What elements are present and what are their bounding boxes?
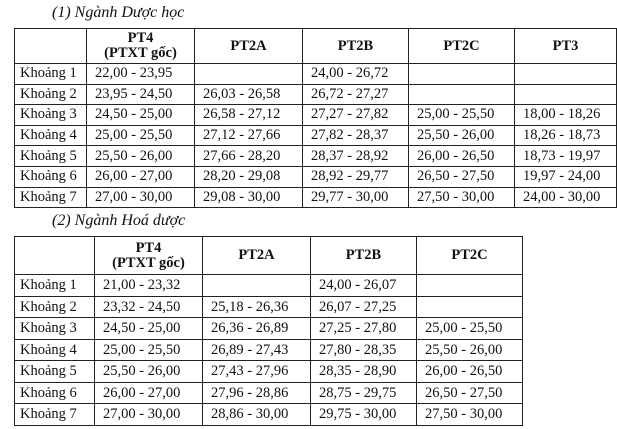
- table-row: [15, 105, 617, 126]
- score-range-cell: 25,00 - 25,50: [417, 318, 523, 340]
- column-header-text: (PTXT gốc): [112, 254, 185, 271]
- table-row: [15, 64, 617, 85]
- score-range-cell: 26,58 - 27,12: [195, 105, 303, 126]
- score-range-cell: 26,50 - 27,50: [409, 166, 515, 187]
- row-label-cell: Khoảng 1: [15, 64, 87, 85]
- score-range-cell: 23,32 - 24,50: [95, 296, 203, 318]
- row-label-cell: Khoảng 6: [15, 166, 87, 187]
- score-range-cell: 28,35 - 28,90: [311, 361, 417, 383]
- score-range-cell: 27,80 - 28,35: [311, 339, 417, 361]
- score-range-cell: 27,96 - 28,86: [203, 382, 311, 404]
- table-row: [15, 125, 617, 146]
- score-range-cell: 25,00 - 25,50: [409, 105, 515, 126]
- row-label-cell: Khoảng 6: [15, 382, 95, 404]
- column-header-text: PT2A: [238, 247, 275, 263]
- column-header: [417, 237, 523, 275]
- score-range-cell: 18,00 - 18,26: [515, 105, 617, 126]
- score-range-cell: [515, 84, 617, 105]
- score-range-cell: 18,73 - 19,97: [515, 146, 617, 167]
- row-label-cell: Khoảng 5: [15, 146, 87, 167]
- row-label-cell: Khoảng 4: [15, 125, 87, 146]
- score-range-cell: 28,86 - 30,00: [203, 404, 311, 426]
- score-range-cell: 25,18 - 26,36: [203, 296, 311, 318]
- score-range-cell: 26,00 - 26,50: [417, 361, 523, 383]
- score-range-cell: 22,00 - 23,95: [87, 64, 195, 85]
- column-header-text: PT3: [552, 37, 579, 54]
- score-range-cell: 27,27 - 27,82: [303, 105, 409, 126]
- column-header-text: PT2C: [443, 37, 480, 54]
- column-header: [515, 29, 617, 64]
- score-range-cell: 25,50 - 26,00: [87, 146, 195, 167]
- score-range-cell: 27,66 - 28,20: [195, 146, 303, 167]
- column-header-text: PT4: [127, 30, 154, 46]
- score-range-cell: 26,00 - 27,00: [95, 382, 203, 404]
- table-row: [15, 166, 617, 187]
- score-range-cell: [417, 296, 523, 318]
- row-label-cell: Khoảng 7: [15, 187, 87, 208]
- row-label-cell: Khoảng 2: [15, 296, 95, 318]
- row-label-cell: Khoảng 2: [15, 84, 87, 105]
- score-range-cell: 24,50 - 25,00: [87, 105, 195, 126]
- score-range-cell: 27,12 - 27,66: [195, 125, 303, 146]
- score-range-cell: 27,25 - 27,80: [311, 318, 417, 340]
- row-label-cell: Khoảng 1: [15, 275, 95, 297]
- score-range-cell: 26,03 - 26,58: [195, 84, 303, 105]
- score-range-cell: 26,00 - 26,50: [409, 146, 515, 167]
- score-range-cell: [409, 84, 515, 105]
- column-header: [203, 237, 311, 275]
- score-range-cell: 27,82 - 28,37: [303, 125, 409, 146]
- score-range-cell: 27,50 - 30,00: [409, 187, 515, 208]
- column-header-text: PT2C: [451, 247, 488, 263]
- column-header: [195, 29, 303, 64]
- score-range-cell: 19,97 - 24,00: [515, 166, 617, 187]
- score-range-cell: 26,72 - 27,27: [303, 84, 409, 105]
- score-range-cell: 25,00 - 25,50: [95, 339, 203, 361]
- table-duoc-hoc: [14, 28, 617, 208]
- table-row: [15, 275, 523, 297]
- score-range-cell: 24,00 - 26,07: [311, 275, 417, 297]
- row-label-cell: Khoảng 7: [15, 404, 95, 426]
- column-header: [311, 237, 417, 275]
- table-row: [15, 146, 617, 167]
- column-header: [409, 29, 515, 64]
- score-range-cell: 29,75 - 30,00: [311, 404, 417, 426]
- table-row: [15, 187, 617, 208]
- score-range-cell: 24,00 - 30,00: [515, 187, 617, 208]
- row-label-cell: Khoảng 3: [15, 318, 95, 340]
- score-range-cell: 27,00 - 30,00: [95, 404, 203, 426]
- row-label-cell: Khoảng 5: [15, 361, 95, 383]
- score-range-cell: 24,00 - 26,72: [303, 64, 409, 85]
- table-row: [15, 382, 523, 404]
- score-range-cell: 25,50 - 26,00: [409, 125, 515, 146]
- score-range-cell: 28,92 - 29,77: [303, 166, 409, 187]
- score-range-cell: 28,75 - 29,75: [311, 382, 417, 404]
- column-header: [87, 29, 195, 64]
- column-header: [95, 237, 203, 275]
- table-row: [15, 404, 523, 426]
- table-row: [15, 339, 523, 361]
- table-header-row: [15, 237, 523, 275]
- score-range-cell: 27,00 - 30,00: [87, 187, 195, 208]
- score-range-cell: 18,26 - 18,73: [515, 125, 617, 146]
- score-range-cell: 25,00 - 25,50: [87, 125, 195, 146]
- column-header-text: (PTXT gốc): [104, 45, 177, 61]
- column-header-text: PT4: [135, 239, 162, 256]
- score-range-cell: [515, 64, 617, 85]
- header-corner-cell: [15, 237, 95, 275]
- section-1-title: (1) Ngành Dược học: [52, 4, 185, 21]
- table-row: [15, 296, 523, 318]
- score-range-cell: 24,50 - 25,00: [95, 318, 203, 340]
- score-range-cell: 27,43 - 27,96: [203, 361, 311, 383]
- score-range-cell: [195, 64, 303, 85]
- section-2-title: (2) Ngành Hoá dược: [52, 212, 186, 229]
- score-range-cell: [409, 64, 515, 85]
- score-range-cell: 21,00 - 23,32: [95, 275, 203, 297]
- score-range-cell: 29,77 - 30,00: [303, 187, 409, 208]
- score-range-cell: 23,95 - 24,50: [87, 84, 195, 105]
- score-range-cell: 25,50 - 26,00: [95, 361, 203, 383]
- score-range-cell: 29,08 - 30,00: [195, 187, 303, 208]
- header-corner-cell: [15, 29, 87, 64]
- score-range-cell: 28,20 - 29,08: [195, 166, 303, 187]
- score-range-cell: [417, 275, 523, 297]
- score-range-cell: 26,00 - 27,00: [87, 166, 195, 187]
- row-label-cell: Khoảng 3: [15, 105, 87, 126]
- score-range-cell: [203, 275, 311, 297]
- column-header-text: PT2A: [230, 37, 267, 54]
- table-row: [15, 84, 617, 105]
- table-header-row: [15, 29, 617, 64]
- column-header-text: PT2B: [345, 247, 382, 263]
- score-range-cell: 26,89 - 27,43: [203, 339, 311, 361]
- score-range-cell: 27,50 - 30,00: [417, 404, 523, 426]
- table-row: [15, 361, 523, 383]
- table-hoa-duoc: [14, 236, 523, 426]
- score-range-cell: 28,37 - 28,92: [303, 146, 409, 167]
- score-range-cell: 26,50 - 27,50: [417, 382, 523, 404]
- score-range-cell: 26,07 - 27,25: [311, 296, 417, 318]
- column-header: [303, 29, 409, 64]
- row-label-cell: Khoảng 4: [15, 339, 95, 361]
- score-range-cell: 25,50 - 26,00: [417, 339, 523, 361]
- score-range-cell: 26,36 - 26,89: [203, 318, 311, 340]
- column-header-text: PT2B: [337, 37, 374, 54]
- table-row: [15, 318, 523, 340]
